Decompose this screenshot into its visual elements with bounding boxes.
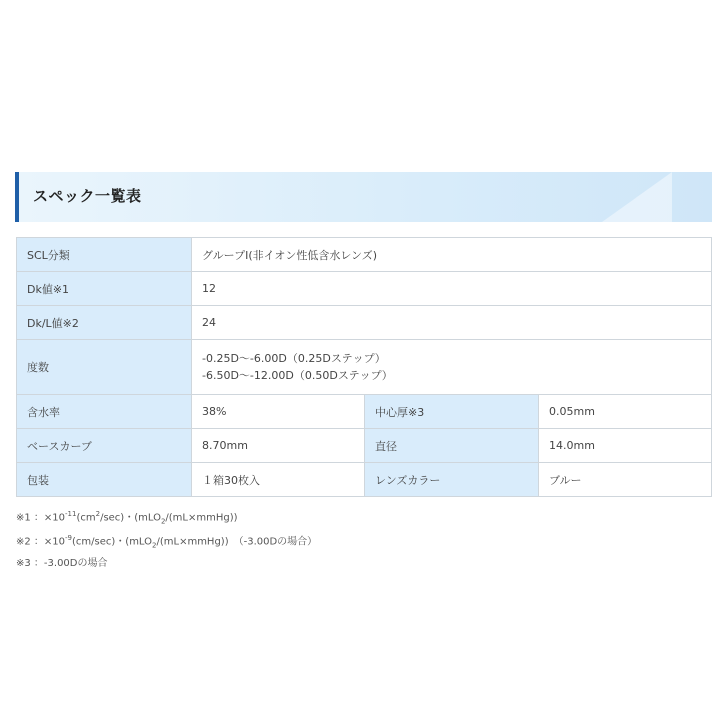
spec-table: [16, 237, 712, 497]
row-label: 度数: [17, 340, 192, 395]
row-value: [192, 340, 712, 395]
footnote-exponent: -11: [65, 510, 77, 518]
row-value: グループⅠ(非イオン性低含水レンズ): [192, 238, 712, 272]
footnote-subscript: 2: [160, 517, 166, 526]
row-value-2: 0.05mm: [539, 395, 712, 429]
footnotes: [16, 506, 317, 572]
header-decoration: [602, 172, 672, 222]
row-label: ベースカーブ: [17, 429, 192, 463]
footnote-text: (cm/sec)・(mLO: [72, 536, 153, 548]
footnote-exponent: -9: [65, 534, 73, 543]
row-label: SCL分類: [17, 238, 192, 272]
footnote-subscript: 2: [152, 541, 157, 550]
table-row: [17, 395, 712, 429]
row-value: 24: [192, 306, 712, 340]
footnote-text: ※2 ：×10: [16, 536, 66, 548]
footnote-text: (cm: [76, 512, 96, 524]
row-label-2: レンズカラー: [365, 463, 539, 497]
section-header: [15, 172, 712, 222]
table-row: [17, 429, 712, 463]
footnote-1: [16, 506, 317, 530]
footnote-text: /(mL×mmHg)) （-3.00Dの場合）: [156, 536, 318, 548]
row-label-2: 中心厚※3: [365, 395, 539, 429]
footnote-exponent: 2: [95, 510, 101, 518]
value-line: -0.25D～-6.00D（0.25Dステップ）: [202, 352, 386, 365]
section-title: スペック一覧表: [33, 187, 142, 205]
row-value: １箱30枚入: [192, 463, 365, 497]
table-row: [17, 238, 712, 272]
row-value: 8.70mm: [192, 429, 365, 463]
footnote-2: [16, 530, 317, 554]
value-line: -6.50D～-12.00D（0.50Dステップ）: [202, 369, 393, 382]
row-value: 38%: [192, 395, 365, 429]
footnote-text: ※1 ：×10: [16, 512, 66, 524]
row-label: 含水率: [17, 395, 192, 429]
table-row: [17, 306, 712, 340]
row-label-2: 直径: [365, 429, 539, 463]
row-label: 包装: [17, 463, 192, 497]
table-row: [17, 463, 712, 497]
footnote-text: /sec)・(mLO: [100, 512, 161, 524]
row-label: Dk/L値※2: [17, 306, 192, 340]
row-value-2: ブルー: [539, 463, 712, 497]
footnote-text: /(mL×mmHg)): [165, 512, 238, 524]
table-row: [17, 272, 712, 306]
row-value-2: 14.0mm: [539, 429, 712, 463]
footnote-3: ※3 ：-3.00Dの場合: [16, 557, 108, 569]
table-row: [17, 340, 712, 395]
row-label: Dk値※1: [17, 272, 192, 306]
row-value: 12: [192, 272, 712, 306]
